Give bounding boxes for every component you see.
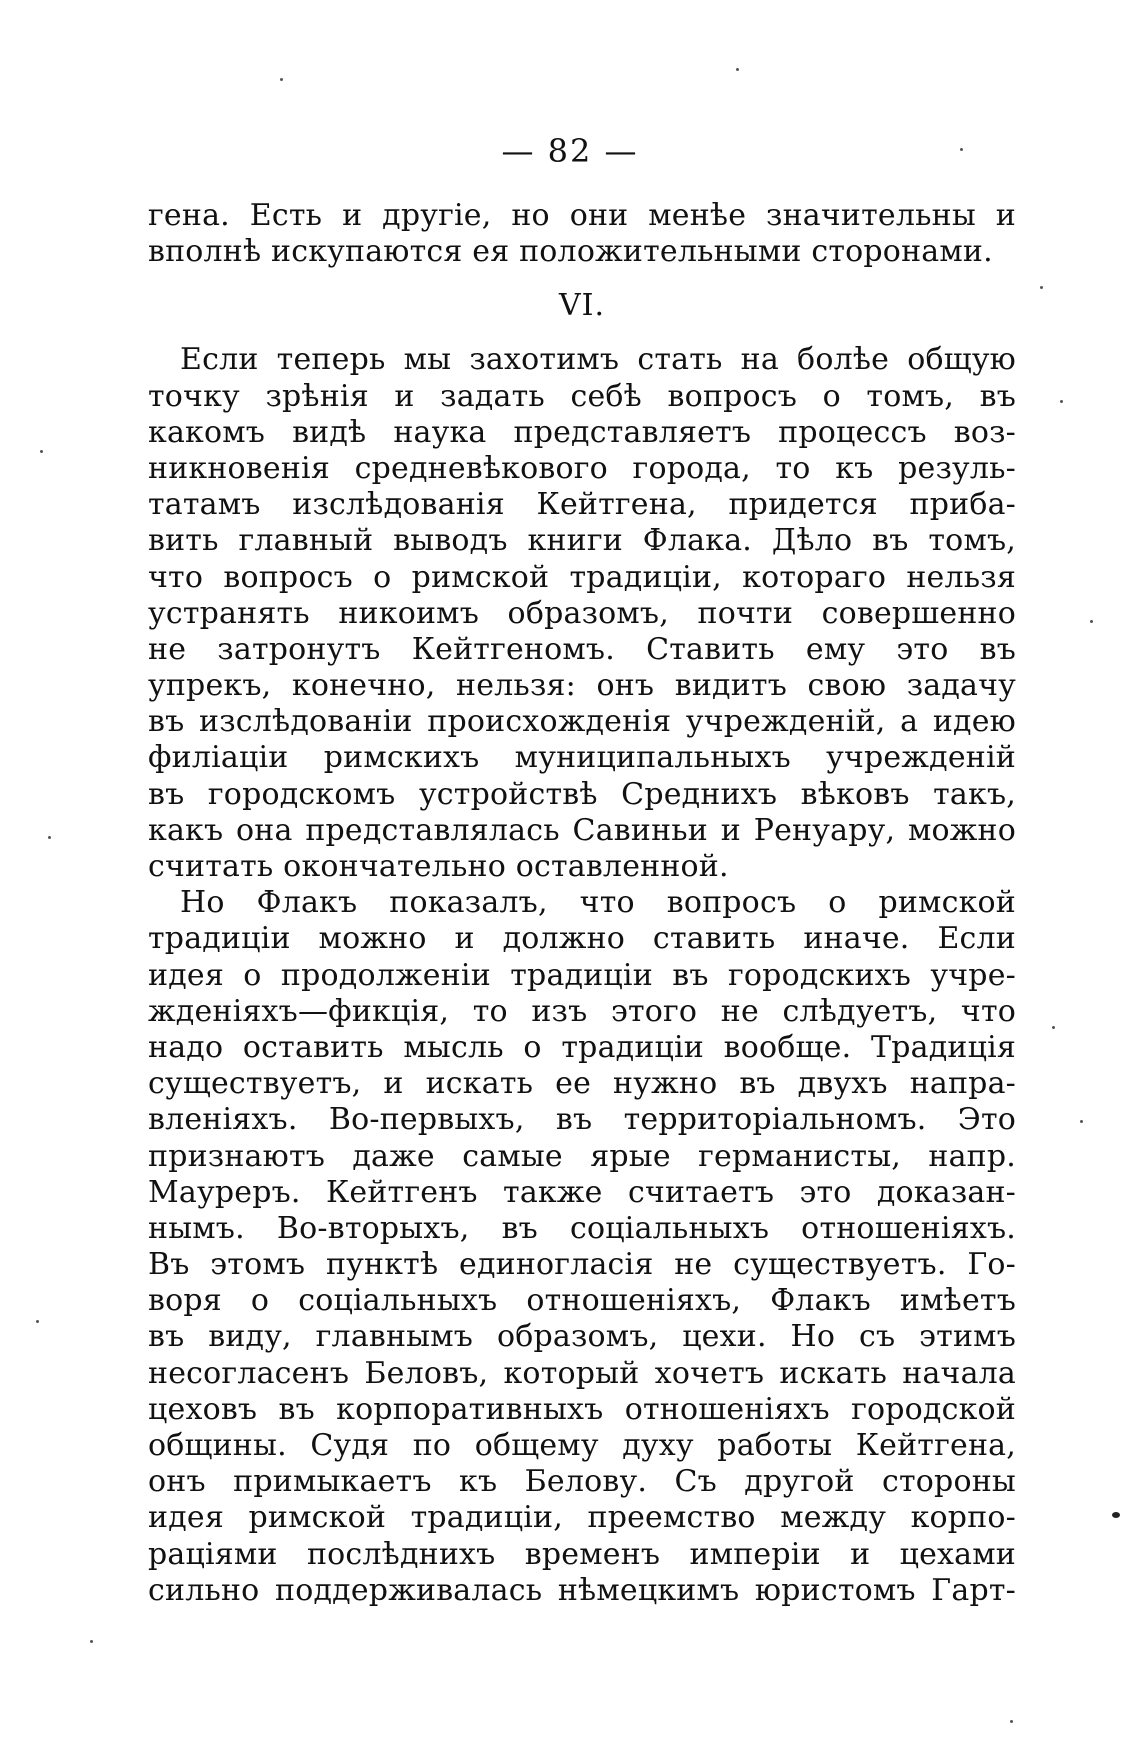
scan-speck	[90, 1640, 93, 1643]
text-line: филіаціи римскихъ муниципальныхъ учрежденій	[148, 740, 1016, 776]
page-number: — 82 —	[501, 132, 639, 170]
text-line: признаютъ даже самые ярые германисты, напр.	[148, 1138, 1016, 1174]
text-line: идея о продолженіи традиціи въ городскихъ учре-	[148, 957, 1016, 993]
scan-speck	[280, 78, 283, 81]
text-line: считать окончательно оставленной.	[148, 849, 729, 884]
text-line: Если теперь мы захотимъ стать на болѣе общую	[180, 342, 1016, 378]
text-line: татамъ изслѣдованія Кейтгена, придется приба-	[148, 487, 1016, 523]
scan-speck	[1052, 1026, 1055, 1029]
scan-speck	[1010, 1720, 1013, 1723]
paragraph-1	[148, 342, 1016, 885]
scan-speck	[1040, 286, 1043, 289]
text-line: нымъ. Во-вторыхъ, въ соціальныхъ отношеніяхъ.	[148, 1210, 1016, 1246]
scan-speck	[36, 1320, 39, 1323]
text-line: цеховъ въ корпоративныхъ отношеніяхъ городской	[148, 1391, 1016, 1427]
text-line: какъ она представлялась Савиньи и Ренуару, можно	[148, 812, 1016, 848]
scan-speck	[736, 68, 739, 71]
scan-speck	[1112, 1512, 1120, 1518]
scan-speck	[48, 836, 51, 839]
text-line: въ городскомъ устройствѣ Среднихъ вѣковъ такъ,	[148, 776, 1016, 812]
scan-speck	[1060, 400, 1063, 403]
text-line: общины. Судя по общему духу работы Кейтгена,	[148, 1428, 1016, 1463]
scan-speck	[960, 148, 963, 151]
text-line: вить главный выводъ книги Флака. Дѣло въ томъ,	[148, 523, 1016, 559]
text-line: Въ этомъ пунктѣ единогласія не существуетъ. Го-	[148, 1247, 1016, 1283]
text-line: Но Флакъ показалъ, что вопросъ о римской	[180, 885, 1016, 921]
section-heading: VI.	[558, 288, 606, 324]
text-line: сильно поддерживалась нѣмецкимъ юристомъ Гарт-	[148, 1572, 1016, 1608]
text-line: что вопросъ о римской традиціи, котораго нельзя	[148, 559, 1016, 595]
text-line: онъ примыкаетъ къ Белову. Съ другой стороны	[148, 1464, 1016, 1500]
text-line: устранять никоимъ образомъ, почти совершенно	[148, 595, 1016, 631]
text-line: въ виду, главнымъ образомъ, цехи. Но съ этимъ	[148, 1319, 1016, 1355]
scan-speck	[1080, 1120, 1083, 1123]
paragraph-2	[148, 885, 1016, 1609]
scan-speck	[1090, 620, 1093, 623]
text-line: надо оставить мысль о традиціи вообще. Традиція	[148, 1029, 1016, 1065]
text-line: никновенія средневѣкового города, то къ резуль-	[148, 450, 1016, 486]
text-line: раціями послѣднихъ временъ имперіи и цехами	[148, 1536, 1016, 1572]
text-line: упрекъ, конечно, нельзя: онъ видитъ свою задачу	[148, 668, 1016, 704]
page-text	[148, 198, 1016, 1609]
text-line: существуетъ, и искать ее нужно въ двухъ напра-	[148, 1066, 1016, 1102]
text-line: точку зрѣнія и задать себѣ вопросъ о томъ, въ	[148, 378, 1016, 414]
text-line: гена. Есть и другіе, но они менѣе значительны и	[148, 198, 1016, 233]
text-line: въ изслѣдованіи происхожденія учрежденій, а идею	[148, 704, 1016, 740]
scan-speck	[40, 450, 43, 453]
text-line: идея римской традиціи, преемство между корпо-	[148, 1500, 1016, 1536]
text-line: вленіяхъ. Во-первыхъ, въ территоріальномъ. Это	[148, 1102, 1016, 1138]
text-line: какомъ видѣ наука представляетъ процессъ воз-	[148, 414, 1016, 450]
text-line: традиціи можно и должно ставить иначе. Если	[148, 921, 1016, 957]
text-line: Мауреръ. Кейтгенъ также считаетъ это доказан-	[148, 1174, 1016, 1210]
text-line: несогласенъ Беловъ, который хочетъ искать начала	[148, 1355, 1016, 1391]
text-line: вполнѣ искупаются ея положительными сторонами.	[148, 234, 993, 270]
text-line: жденіяхъ—фикція, то изъ этого не слѣдуетъ, что	[148, 993, 1016, 1029]
text-line: не затронутъ Кейтгеномъ. Ставить ему это въ	[148, 631, 1016, 667]
text-line: воря о соціальныхъ отношеніяхъ, Флакъ имѣетъ	[148, 1283, 1016, 1319]
